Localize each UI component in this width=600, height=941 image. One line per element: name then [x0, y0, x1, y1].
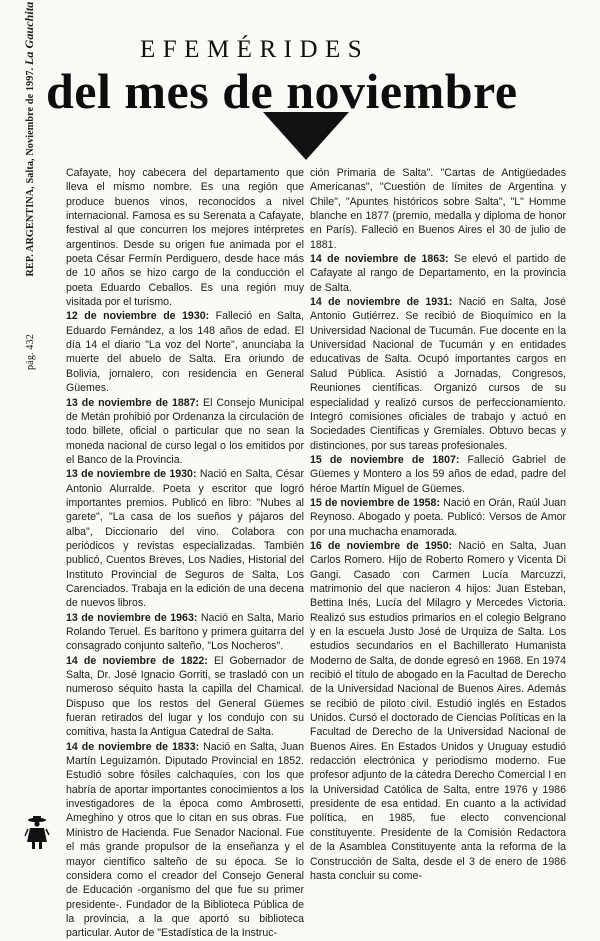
supertitle: EFEMÉRIDES — [140, 36, 370, 63]
entry — [310, 252, 566, 295]
entry — [66, 611, 304, 654]
entry-text: Nació en Orán, Raúl Juan Reynoso. Abogado y poeta. Publicó: Versos de Amor por una muchacha enamorada. — [310, 496, 566, 538]
entry — [66, 309, 304, 395]
entry-date: 15 de noviembre de 1958: — [310, 496, 440, 509]
entry-text: Nació en Salta, José Antonio Gutiérrez. Se recibió de Bioquímico en la Universidad Nacional de Tucumán. Fue docente en la Universidad Nacional de Tucumán y en entidades educativas de Salta. Ocupó importantes cargos en Salud Pública. Asistió a Jornadas, Congresos, Reuniones científicas. Organizó cursos de su especialidad y realizó cursos de perfeccionamiento. Integró comisiones oficiales de trabajo y actuó en Sociedades Científicas y Gremiales. Obtuvo becas y distinciones, por sus tareas profesionales. — [310, 296, 566, 452]
entry-text: Se elevó el partido de Cafayate al rango de Departamento, en la provincia de Salta. — [310, 253, 567, 294]
brand-name: La Gauchita — [22, 1, 36, 66]
entry-date: 13 de noviembre de 1887: — [66, 396, 200, 409]
entry-date: 16 de noviembre de 1950: — [310, 539, 453, 552]
entry-date: 15 de noviembre de 1807: — [310, 453, 460, 466]
entry — [66, 396, 304, 468]
entry-text: Nació en Salta, Mario Rolando Teruel. Es barítono y primera guitarra del consagrado conjunto salteño, "Los Nocheros". — [66, 611, 304, 653]
sidebar-band — [14, 1, 44, 370]
entry-text: Nació en Salta, Juan Carlos Romero. Hijo de Roberto Romero y Vicenta Di Gangi. Casado con Carmen Lucía Marcuzzi, matrimonio del que nacieron 4 hijos: Juan Esteban, Bettina Inés, Lucía del Milagro y Mercedes Victoria. Realizó sus estudios primarios en el colegio Belgrano y en la escuela Justo José de Urquiza de Salta. Los estudios secundarios en el Bachillerato Humanista Moderno de Salta, de donde egresó en 1968. En 1974 recibió el título de abogado en la Facultad de Derecho de la Universidad Nacional de Buenos Aires. Además se recibió de piloto civil. Estudió inglés en Estados Unidos. Cursó el doctorado de Ciencias Políticas en la Facultad de Derecho de la Universidad Nacional de Buenos Aires. En Estados Unidos y Uruguay estudió redacción electrónica y periodismo moderno. Fue profesor adjunto de la cátedra Derecho Comercial I en la Universidad Católica de Salta, entre 1976 y 1986 presidente de esa entidad. En cuanto a la actividad política, en 1985, fue electo convencional constituyente. Presidente de la Comisión Redactora de la Asamblea Constituyente anta la reforma de la Construcción de Salta, desde el 3 de enero de 1986 hasta concluir su come- — [310, 539, 566, 882]
entry-text: Cafayate, hoy cabecera del departamento que lleva el mismo nombre. Es una región que produce buenos vinos, reconocidos a nivel internacional. Famosa es su Serenata a Cafayate, festival al que concurren los mejores intérpretes argentinos. Desde su origen fue animada por el poeta César Fermín Perdiguero, desde hace más de 10 años se hizo cargo de la conducción el poeta Eduardo Ceballos. Es una región muy visitada por el turismo. — [66, 167, 304, 309]
gaucho-logo-icon — [24, 814, 50, 850]
entry — [66, 467, 304, 610]
entry-text: El Gobernador de Salta, Dr. José Ignacio Gorriti, se trasladó con un numeroso séquito hasta la capilla del Chamical. Dispuso que los restos del General Güemes fueran retirados del lugar y los condujo con su comitiva, hasta la Antigua Catedral de Salta. — [66, 654, 304, 739]
page-title: del mes de noviembre — [46, 63, 518, 119]
entry-text: Nació en Salta, César Antonio Alurralde. Poeta y escritor que logró importantes premios. Publicó en libro: "Nubes al garete", "La casa de los sueños y pájaros del alba", Diccionario del vino. Colabora con periódicos y revistas especializadas. También publicó, Cuentos Breves, Los Nadies, Historial del Instituto Provincial de Seguros de Salta, Los Carenciados. Trabaja en la edición de una decena de nuevos libros. — [66, 468, 305, 610]
entry — [66, 654, 304, 740]
triangle-ornament — [263, 112, 349, 160]
entry — [310, 539, 566, 883]
entry-text: El Consejo Municipal de Metán prohibió por Ordenanza la circulación de todo billete, oficial o particular que no sean la moneda nacional de curso legal o los emitidos por el Banco de la Provincia. — [66, 396, 304, 466]
entry-text: Nació en Salta, Juan Martín Leguizamón. Diputado Provincial en 1852. Estudió sobre fósiles calchaquíes, con los que habría de aportar importantes conocimientos a los investigadores de la época como Ambrosetti, Ameghino y otros que lo citan en sus obras. Fue Ministro de Hacienda. Fue Senador Nacional. Fue el más grande propulsor de la enseñanza y el mayor científico salteño de su época. Se lo considera como el creador del Consejo General de Educación -organismo del que fue su primer presidente-. Fundador de la Biblioteca Pública de la provincia, a la que aportó su biblioteca particular. Autor de "Estadística de la Instruc- — [66, 740, 304, 940]
entry-date: 14 de noviembre de 1931: — [310, 296, 453, 309]
entry-date: 14 de noviembre de 1863: — [310, 253, 449, 266]
entry-text: ción Primaria de Salta". "Cartas de Antigüedades Americanas", "Cuestión de límites de Argentina y Chile", "Apuntes históricos sobre Salta", "L" Homme blanche en 1877 (premio, medalla y diploma de honor en París). Falleció en Buenos Aires el 30 de julio de 1881. — [310, 167, 566, 251]
entry — [66, 166, 304, 309]
right-column — [310, 166, 566, 883]
entry — [310, 166, 566, 252]
left-column — [66, 166, 304, 941]
publication-line: REP. ARGENTINA, Salta, Noviembre de 1997. — [25, 67, 36, 277]
entry-date: 13 de noviembre de 1930: — [66, 468, 197, 481]
entry — [310, 496, 566, 539]
entry-date: 12 de noviembre de 1930: — [66, 310, 210, 323]
entry-date: 14 de noviembre de 1822: — [66, 654, 208, 667]
vertical-caption — [22, 1, 37, 370]
entry-text: Falleció en Salta, Eduardo Fernández, a los 148 años de edad. El día 14 el diario "La voz del Norte", anunciaba la muerte del abuelo de Salta. Era oriundo de Bolivia, jornalero, con residencia en General Güemes. — [66, 310, 304, 395]
entry — [66, 740, 304, 941]
entry-text: Falleció Gabriel de Güemes y Montero a los 59 años de edad, padre del héroe Martín Miguel de Güemes. — [310, 453, 566, 495]
entry — [310, 295, 566, 453]
entry-date: 14 de noviembre de 1833: — [66, 740, 200, 753]
entry — [310, 453, 566, 496]
entry-date: 13 de noviembre de 1963: — [66, 611, 198, 624]
page-number: pág. 432 — [25, 334, 36, 370]
